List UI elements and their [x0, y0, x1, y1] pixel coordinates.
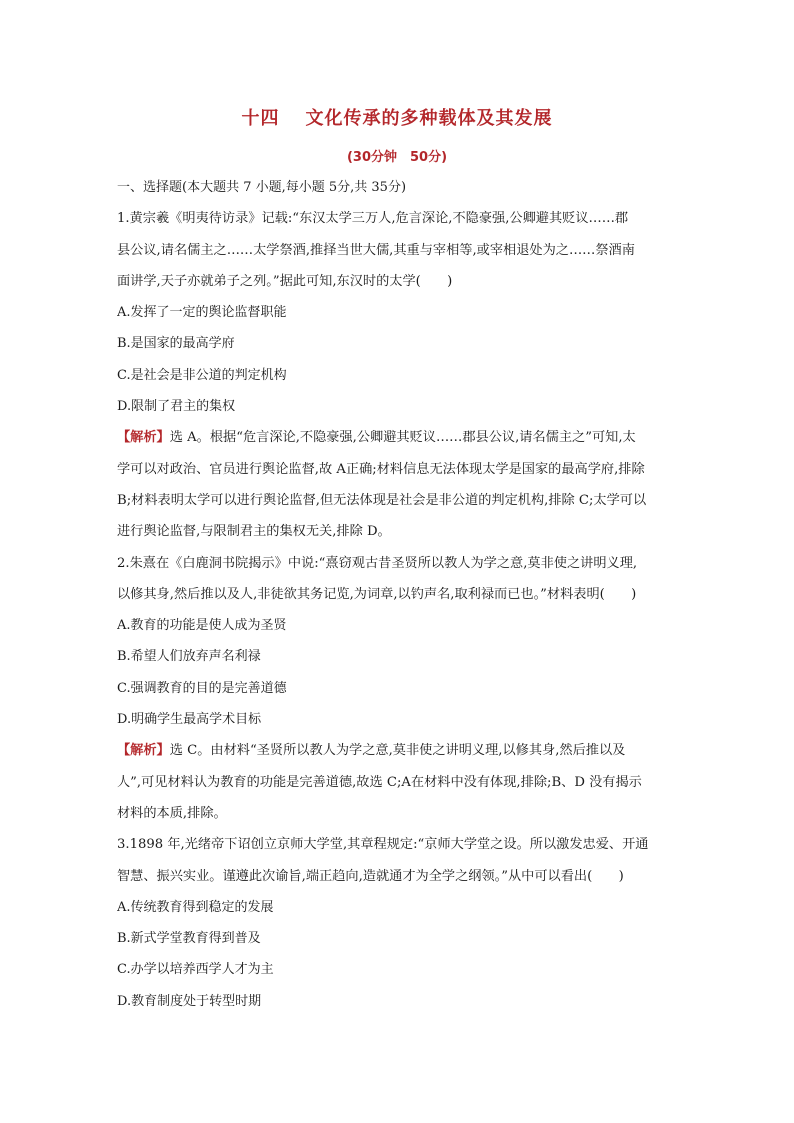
- question-stem-line: 智慧、振兴实业。谨遵此次谕旨,端正趋向,造就通才为全学之纲领。”从中可以看出( ): [117, 868, 624, 884]
- option-b: B.希望人们放弃声名利禄: [117, 649, 261, 665]
- analysis-text: 选 C。由材料“圣贤所以教人为学之意,莫非使之讲明义理,以修其身,然后推以及: [169, 743, 626, 759]
- question-stem-line: 以修其身,然后推以及人,非徒欲其务记览,为词章,以钓声名,取利禄而已也。”材料表明( ): [117, 586, 637, 602]
- option-c: C.办学以培养西学人才为主: [117, 962, 274, 978]
- analysis-line: 人”,可见材料认为教育的功能是完善道德,故选 C;A在材料中没有体现,排除;B、D 没有揭示: [117, 774, 642, 790]
- analysis-text: 选 A。根据“危言深论,不隐豪强,公卿避其贬议……郡县公议,请名儒主之”可知,太: [169, 430, 636, 446]
- time-score-subtitle: (30分钟 50分): [346, 150, 448, 165]
- analysis-line: [117, 735, 682, 766]
- question-1: [117, 203, 682, 547]
- analysis-line: B;材料表明太学可以进行舆论监督,但无法体现是社会是非公道的判定机构,排除 C;太学可以: [117, 492, 647, 508]
- title-text: 文化传承的多种载体及其发展: [305, 108, 553, 129]
- question-stem-line: 2.朱熹在《白鹿洞书院揭示》中说:“熹窃观古昔圣贤所以教人为学之意,莫非使之讲明义理,: [117, 555, 638, 571]
- option-d: D.限制了君主的集权: [117, 399, 236, 415]
- option-a: A.传统教育得到稳定的发展: [117, 899, 274, 915]
- option-d: D.明确学生最高学术目标: [117, 712, 262, 728]
- option-c: C.是社会是非公道的判定机构: [117, 367, 287, 383]
- analysis-line: 学可以对政治、官员进行舆论监督,故 A正确;材料信息无法体现太学是国家的最高学府,排除: [117, 461, 645, 477]
- option-b: B.是国家的最高学府: [117, 336, 235, 352]
- section-heading: 一、选择题(本大题共 7 小题,每小题 5分,共 35分): [117, 180, 407, 195]
- analysis-line: [117, 422, 682, 453]
- question-stem-line: 县公议,请名儒主之……太学祭酒,推择当世大儒,其重与宰相等,或宰相退处为之……祭酒南: [117, 242, 635, 258]
- option-a: A.教育的功能是使人成为圣贤: [117, 618, 287, 634]
- question-content: [117, 172, 682, 1017]
- question-stem-line: 面讲学,天子亦就弟子之列。”据此可知,东汉时的太学( ): [117, 273, 453, 289]
- option-b: B.新式学堂教育得到普及: [117, 931, 261, 947]
- analysis-line: 材料的本质,排除。: [117, 805, 227, 821]
- question-stem-line: 3.1898 年,光绪帝下诏创立京师大学堂,其章程规定:“京师大学堂之设。所以激发忠爱、开通: [117, 837, 649, 853]
- question-3: [117, 829, 682, 1017]
- title-number: 十四: [241, 108, 280, 129]
- analysis-tag: 【解析】: [117, 430, 170, 446]
- page-title: [0, 104, 794, 130]
- analysis-tag: 【解析】: [117, 743, 170, 759]
- option-a: A.发挥了一定的舆论监督职能: [117, 305, 287, 321]
- question-stem-line: 1.黄宗羲《明夷待访录》记载:“东汉太学三万人,危言深论,不隐豪强,公卿避其贬议……郡: [117, 211, 629, 227]
- option-c: C.强调教育的目的是完善道德: [117, 680, 287, 696]
- analysis-line: 进行舆论监督,与限制君主的集权无关,排除 D。: [117, 524, 391, 540]
- question-2: [117, 548, 682, 830]
- option-d: D.教育制度处于转型时期: [117, 993, 262, 1009]
